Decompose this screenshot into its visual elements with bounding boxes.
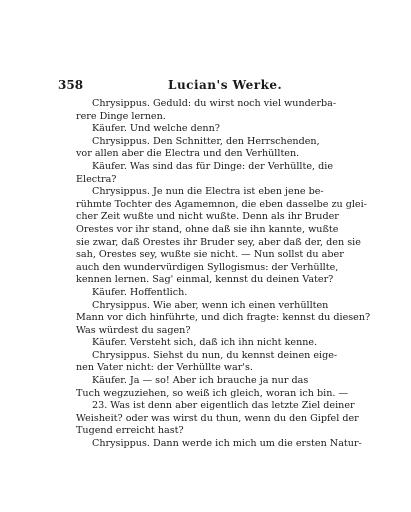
text-line: Weisheit? oder was wirst du thun, wenn du den Gipfel der	[76, 412, 359, 424]
text-line: auch den wundervürdigen Syllogismus: der Verhüllte,	[76, 261, 339, 273]
text-line: Orestes vor ihr stand, ohne daß sie ihn kannte, wußte	[76, 223, 339, 235]
text-line: Käufer. Ja — so! Aber ich brauche ja nur das	[92, 375, 309, 387]
text-line: cher Zeit wußte und nicht wußte. Denn als ihr Bruder	[76, 211, 339, 223]
text-line: rühmte Tochter des Agamemnon, die eben dasselbe zu glei-	[76, 198, 367, 210]
text-line: Was würdest du sagen?	[76, 324, 191, 336]
text-line: 23. Was ist denn aber eigentlich das letzte Ziel deiner	[92, 400, 355, 412]
text-line: Käufer. Versteht sich, daß ich ihn nicht kenne.	[92, 337, 318, 349]
text-line: Chrysippus. Dann werde ich mich um die ersten Natur-	[92, 438, 362, 450]
text-line: Käufer. Und welche denn?	[92, 123, 220, 135]
text-line: Chrysippus. Den Schnitter, den Herrschenden,	[92, 135, 320, 147]
running-title: Lucian's Werke.	[168, 78, 283, 92]
text-line: sie zwar, daß Orestes ihr Bruder sey, aber daß der, den sie	[76, 236, 361, 248]
text-line: Chrysippus. Wie aber, wenn ich einen verhüllten	[92, 299, 329, 311]
text-line: Electra?	[76, 173, 117, 185]
page-number: 358	[58, 78, 84, 92]
text-line: Tuch wegzuziehen, so weiß ich gleich, woran ich bin. —	[76, 387, 349, 399]
text-line: Chrysippus. Siehst du nun, du kennst deinen eige-	[92, 349, 338, 361]
text-line: Tugend erreicht hast?	[76, 425, 184, 437]
text-line: kennen lernen. Sag' einmal, kennst du deinen Vater?	[76, 274, 334, 286]
text-line: Chrysippus. Je nun die Electra ist eben jene be-	[92, 186, 324, 198]
text-line: sah, Orestes sey, wußte sie nicht. — Nun sollst du aber	[76, 249, 344, 261]
text-line: vor allen aber die Electra und den Verhüllten.	[76, 148, 300, 160]
text-line: Käufer. Hoffentlich.	[92, 286, 188, 298]
text-line: nen Vater nicht: der Verhüllte war's.	[76, 362, 253, 374]
text-line: Käufer. Was sind das für Dinge: der Verhüllte, die	[92, 160, 334, 172]
text-line: Chrysippus. Geduld: du wirst noch viel wunderba-	[92, 98, 337, 109]
page-header	[58, 78, 340, 94]
text-line: Mann vor dich hinführte, und dich fragte: kennst du diesen?	[76, 312, 371, 324]
page-body-text	[76, 98, 371, 451]
text-line: rere Dinge lernen.	[76, 110, 166, 122]
